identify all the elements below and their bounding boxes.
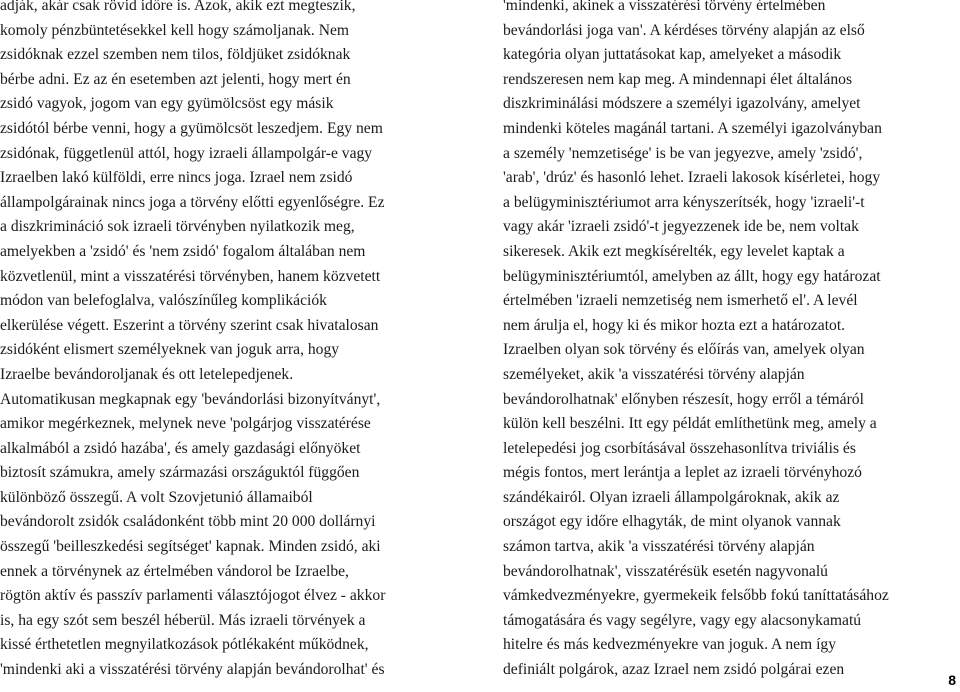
text-line: értelmében 'izraeli nemzetiség nem ismerhető el'. A levél	[503, 292, 858, 310]
text-line: biztosít számukra, amely származási országuktól függően	[0, 464, 360, 482]
text-line: Izraelben olyan sok törvény és előírás van, amelyek olyan	[503, 341, 865, 359]
text-line: szándékairól. Olyan izraeli állampolgároknak, akik az	[503, 488, 840, 506]
text-line: számon tartva, akik 'a visszatérési törvény alapján	[503, 538, 815, 556]
text-line: ennek a törvénynek az értelmében vándorol be Izraelbe,	[0, 562, 349, 580]
text-line: a belügyminisztériumot arra kényszerítsék, hogy 'izraeli'-t	[503, 193, 865, 211]
text-line: külön kell beszélni. Itt egy példát említhetünk meg, amely a	[503, 415, 877, 433]
text-line: zsidótól bérbe venni, hogy a gyümölcsöt leszedjem. Egy nem	[0, 119, 383, 137]
text-line: 'arab', 'drúz' és hasonló lehet. Izraeli lakosok kísérletei, hogy	[503, 169, 881, 187]
text-line: amikor megérkeznek, melynek neve 'polgárjog visszatérése	[0, 415, 371, 433]
text-line: bevándorolhatnak', visszatérésük esetén nagyvonalú	[503, 562, 828, 580]
text-line: a diszkrimináció sok izraeli törvényben nyilatkozik meg,	[0, 218, 355, 236]
text-line: állampolgárainak nincs joga a törvény előtti egyenlőségre. Ez	[0, 193, 385, 211]
right-text-column	[503, 0, 953, 683]
text-line: nem árulja el, hogy ki és mikor hozta ezt a határozatot.	[503, 316, 846, 334]
text-line: különböző összegű. A volt Szovjetunió államaiból	[0, 488, 313, 506]
text-line: országot egy időre elhagyták, de mint olyanok vannak	[503, 513, 841, 531]
text-line: zsidó vagyok, jogom van egy gyümölcsöst egy másik	[0, 95, 334, 113]
text-line: bevándorolhatnak' előnyben részesít, hogy erről a témáról	[503, 390, 864, 408]
text-line: diszkriminálási módszere a személyi igazolvány, amelyet	[503, 95, 861, 113]
text-line: kissé érthetetlen megnyilatkozások pótlékaként működnek,	[0, 636, 369, 654]
text-line: Automatikusan megkapnak egy 'bevándorlási bizonyítványt',	[0, 390, 381, 408]
text-line: zsidóként elismert személyeknek van joguk arra, hogy	[0, 341, 340, 359]
text-line: 'mindenki, akinek a visszatérési törvény értelmében	[503, 0, 826, 14]
text-line: vámkedvezményekre, gyermekeik felsőbb fokú taníttatásához	[503, 587, 889, 605]
text-line: a személy 'nemzetisége' is be van jegyezve, amely 'zsidó',	[503, 144, 863, 162]
text-line: letelepedési jog csorbításával összehasonlítva triviális és	[503, 439, 856, 457]
text-line: bevándorolt zsidók családonként több mint 20 000 dollárnyi	[0, 513, 376, 531]
text-line: kategória olyan juttatásokat kap, amelyeket a második	[503, 46, 842, 64]
text-line: elkerülése végett. Eszerint a törvény szerint csak hivatalosan	[0, 316, 379, 334]
text-line: zsidóknak ezzel szemben nem tilos, földjüket zsidóknak	[0, 46, 351, 64]
text-line: is, ha egy szót sem beszél héberül. Más izraeli törvények a	[0, 611, 366, 629]
text-line: vagy akár 'izraeli zsidó'-t jegyezzenek ide be, nem voltak	[503, 218, 859, 236]
text-line: módon van belefoglalva, valószínűleg komplikációk	[0, 292, 327, 310]
text-line: belügyminisztériumtól, amelyben az állt, hogy egy határozat	[503, 267, 881, 285]
text-line: mindenki köteles magánál tartani. A személyi igazolványban	[503, 119, 882, 137]
page-number: 8	[948, 672, 956, 688]
text-line: rendszeresen nem kap meg. A mindennapi élet általános	[503, 70, 853, 88]
text-line: Izraelbe bevándoroljanak és ott letelepedjenek.	[0, 365, 294, 383]
text-line: bérbe adni. Ez az én esetemben azt jelenti, hogy mert én	[0, 70, 351, 88]
text-line: személyeket, akik 'a visszatérési törvény alapján	[503, 365, 805, 383]
text-line: zsidónak, függetlenül attól, hogy izraeli állampolgár-e vagy	[0, 144, 373, 162]
text-line: hitelre és más kedvezményekre van joguk. A nem így	[503, 636, 837, 654]
text-line: Izraelben lakó külföldi, erre nincs joga. Izrael nem zsidó	[0, 169, 353, 187]
text-line: amelyekben a 'zsidó' és 'nem zsidó' fogalom általában nem	[0, 242, 366, 260]
left-text-column	[0, 0, 470, 683]
text-line: támogatására és vagy segélyre, vagy egy alacsonykamatú	[503, 611, 862, 629]
text-line: definiált polgárok, azaz Izrael nem zsidó polgárai ezen	[503, 661, 845, 679]
text-line: alkalmából a zsidó hazába', és amely gazdasági előnyöket	[0, 439, 361, 457]
text-line: rögtön aktív és passzív parlamenti választójogot élvez - akkor	[0, 587, 386, 605]
text-line: sikeresek. Akik ezt megkísérelték, egy levelet kaptak a	[503, 242, 845, 260]
text-line: mégis fontos, mert lerántja a leplet az izraeli törvényhozó	[503, 464, 862, 482]
text-line: komoly pénzbüntetésekkel kell hogy számoljanak. Nem	[0, 21, 350, 39]
text-line: adják, akár csak rövid időre is. Azok, akik ezt megteszik,	[0, 0, 356, 14]
text-line: 'mindenki aki a visszatérési törvény alapján bevándorolhat' és	[0, 661, 385, 679]
text-line: összegű 'beilleszkedési segítséget' kapnak. Minden zsidó, aki	[0, 538, 381, 556]
text-line: bevándorlási joga van'. A kérdéses törvény alapján az első	[503, 21, 865, 39]
text-line: közvetlenül, mint a visszatérési törvényben, hanem közvetett	[0, 267, 381, 285]
